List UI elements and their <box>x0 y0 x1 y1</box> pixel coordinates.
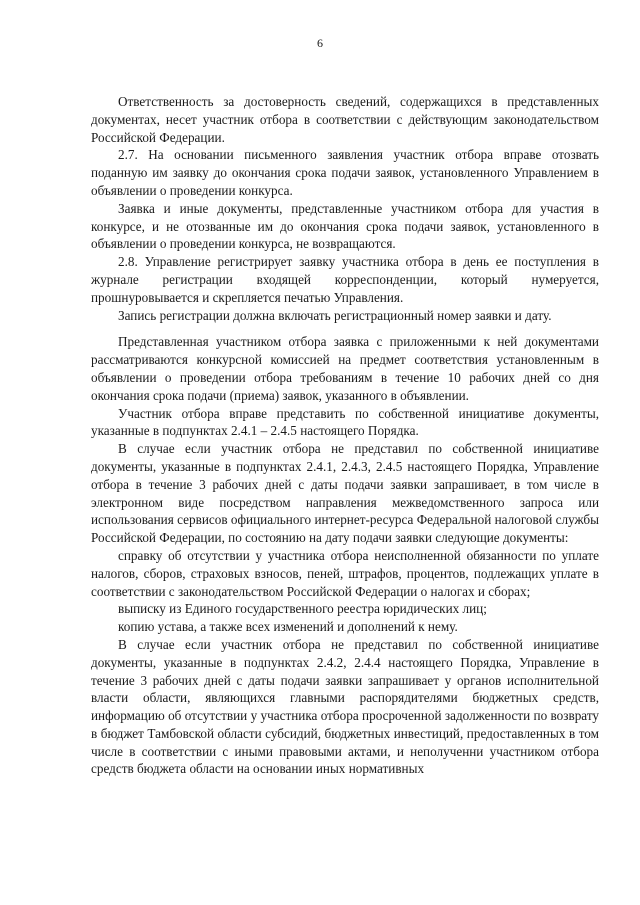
paragraph-request-tax-docs: В случае если участник отбора не представил по собственной инициативе документы, указанные в подпунктах 2.4.1, 2.4.3, 2.4.5 настоящего Порядка, Управление отбора в течение 3 рабочих дней с даты подачи заявки запрашивает, в том числе в электронном виде посредством направления межведомственного запроса или использования сервисов официального интернет-ресурса Федеральной налоговой службы Российской Федерации, по состоянию на дату подачи заявки следующие документы: <box>91 441 599 546</box>
paragraph-egrul-extract: выписку из Единого государственного реестра юридических лиц; <box>118 601 487 617</box>
body-text <box>91 93 599 778</box>
paragraph-own-initiative: Участник отбора вправе представить по собственной инициативе документы, указанные в подпунктах 2.4.1 – 2.4.5 настоящего Порядка. <box>91 405 599 439</box>
paragraph-tax-certificate: справку об отсутствии у участника отбора неисполненной обязанности по уплате налогов, сборов, страховых взносов, пеней, штрафов, процентов, подлежащих уплате в соответствии с законодательством Российской Федерации о налогах и сборах; <box>91 547 599 599</box>
paragraph-application-return: Заявка и иные документы, представленные участником отбора для участия в конкурсе, и не отозванные им до окончания срока подачи заявок, установленного в объявлении о проведении конкурса, не возвращаются. <box>91 200 599 252</box>
paragraph-2-8: 2.8. Управление регистрирует заявку участника отбора в день ее поступления в журнале регистрации входящей корреспонденции, который нумеруется, прошнуровывается и скрепляется печатью Управления. <box>91 254 599 305</box>
paragraph-commission-review: Представленная участником отбора заявка с приложенными к ней документами рассматриваются конкурсной комиссией на предмет соответствия установленным в объявлении о проведении отбора требованиям в течение 10 рабочих дней со дня окончания срока подачи (приема) заявок, указанного в объявлении. <box>91 334 599 403</box>
paragraph-2-7: 2.7. На основании письменного заявления участник отбора вправе отозвать поданную им заявку до окончания срока подачи заявок, установленного Управлением в объявлении о проведении конкурса. <box>91 147 599 198</box>
paragraph-responsibility: Ответственность за достоверность сведений, содержащихся в представленных документах, несет участник отбора в соответствии с действующим законодательством Российской Федерации. <box>91 94 599 145</box>
paragraph-request-debt-info: В случае если участник отбора не представил по собственной инициативе документы, указанные в подпунктах 2.4.2, 2.4.4 настоящего Порядка, Управление в течение 3 рабочих дней с даты подачи заявки запрашивает у органов исполнительной власти области, являющихся главными распорядителями бюджетных средств, информацию об отсутствии у участника отбора просроченной задолженности по возврату в бюджет Тамбовской области субсидий, бюджетных инвестиций, предоставленных в том числе в соответствии с иными правовыми актами, и неполученни участником отбора средств бюджета области на основании иных нормативных <box>91 636 599 777</box>
page-number: 6 <box>317 36 323 50</box>
paragraph-charter-copy: копию устава, а также всех изменений и дополнений к нему. <box>118 619 458 635</box>
paragraph-registration-record: Запись регистрации должна включать регистрационный номер заявки и дату. <box>118 307 552 323</box>
